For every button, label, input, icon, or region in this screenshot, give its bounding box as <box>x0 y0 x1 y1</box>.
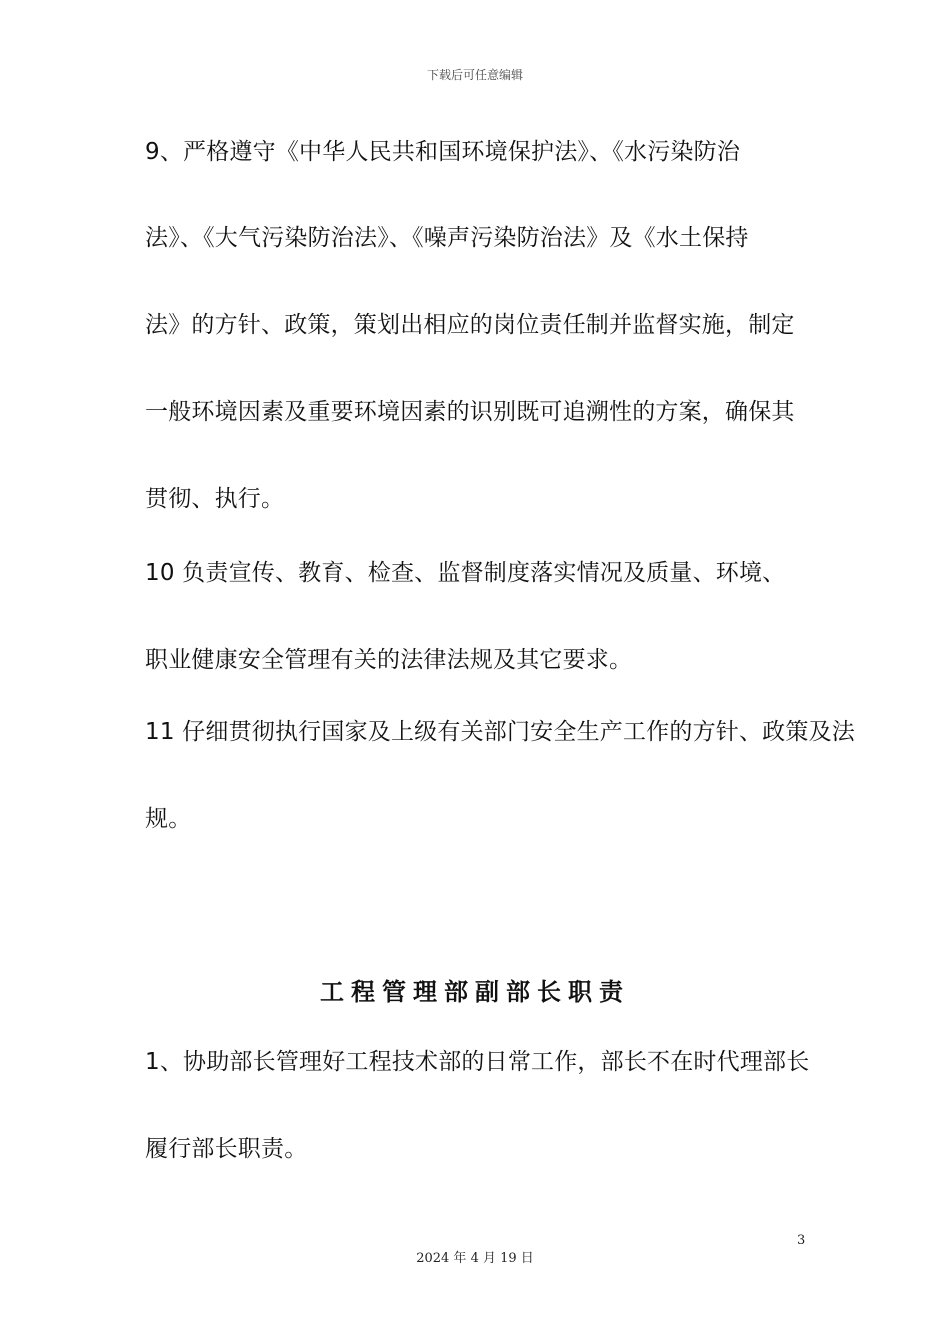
paragraph-line: 9、严格遵守《中华人民共和国环境保护法》、《水污染防治 <box>145 139 741 165</box>
paragraph-line: 贯彻、执行。 <box>145 486 285 512</box>
paragraph-line: 一般环境因素及重要环境因素的识别既可追溯性的方案，确保其 <box>145 399 795 425</box>
page-header: 下载后可任意编辑 <box>426 68 523 82</box>
paragraph-line: 法》的方针、政策，策划出相应的岗位责任制并监督实施，制定 <box>145 312 795 338</box>
page-number: 3 <box>797 1233 806 1248</box>
section-heading: 工程管理部副部长职责 <box>320 978 630 1006</box>
paragraph-line: 1、协助部长管理好工程技术部的日常工作，部长不在时代理部长 <box>145 1049 810 1075</box>
paragraph-line: 履行部长职责。 <box>145 1136 308 1162</box>
footer-date: 2024 年 4 月 19 日 <box>416 1251 534 1266</box>
paragraph-line: 11 仔细贯彻执行国家及上级有关部门安全生产工作的方针、政策及法 <box>145 719 855 745</box>
paragraph-line: 10 负责宣传、教育、检查、监督制度落实情况及质量、环境、 <box>145 560 786 586</box>
paragraph-line: 法》、《大气污染防治法》、《噪声污染防治法》及《水土保持 <box>145 225 749 251</box>
paragraph-line: 规。 <box>145 806 192 832</box>
paragraph-line: 职业健康安全管理有关的法律法规及其它要求。 <box>145 647 633 673</box>
